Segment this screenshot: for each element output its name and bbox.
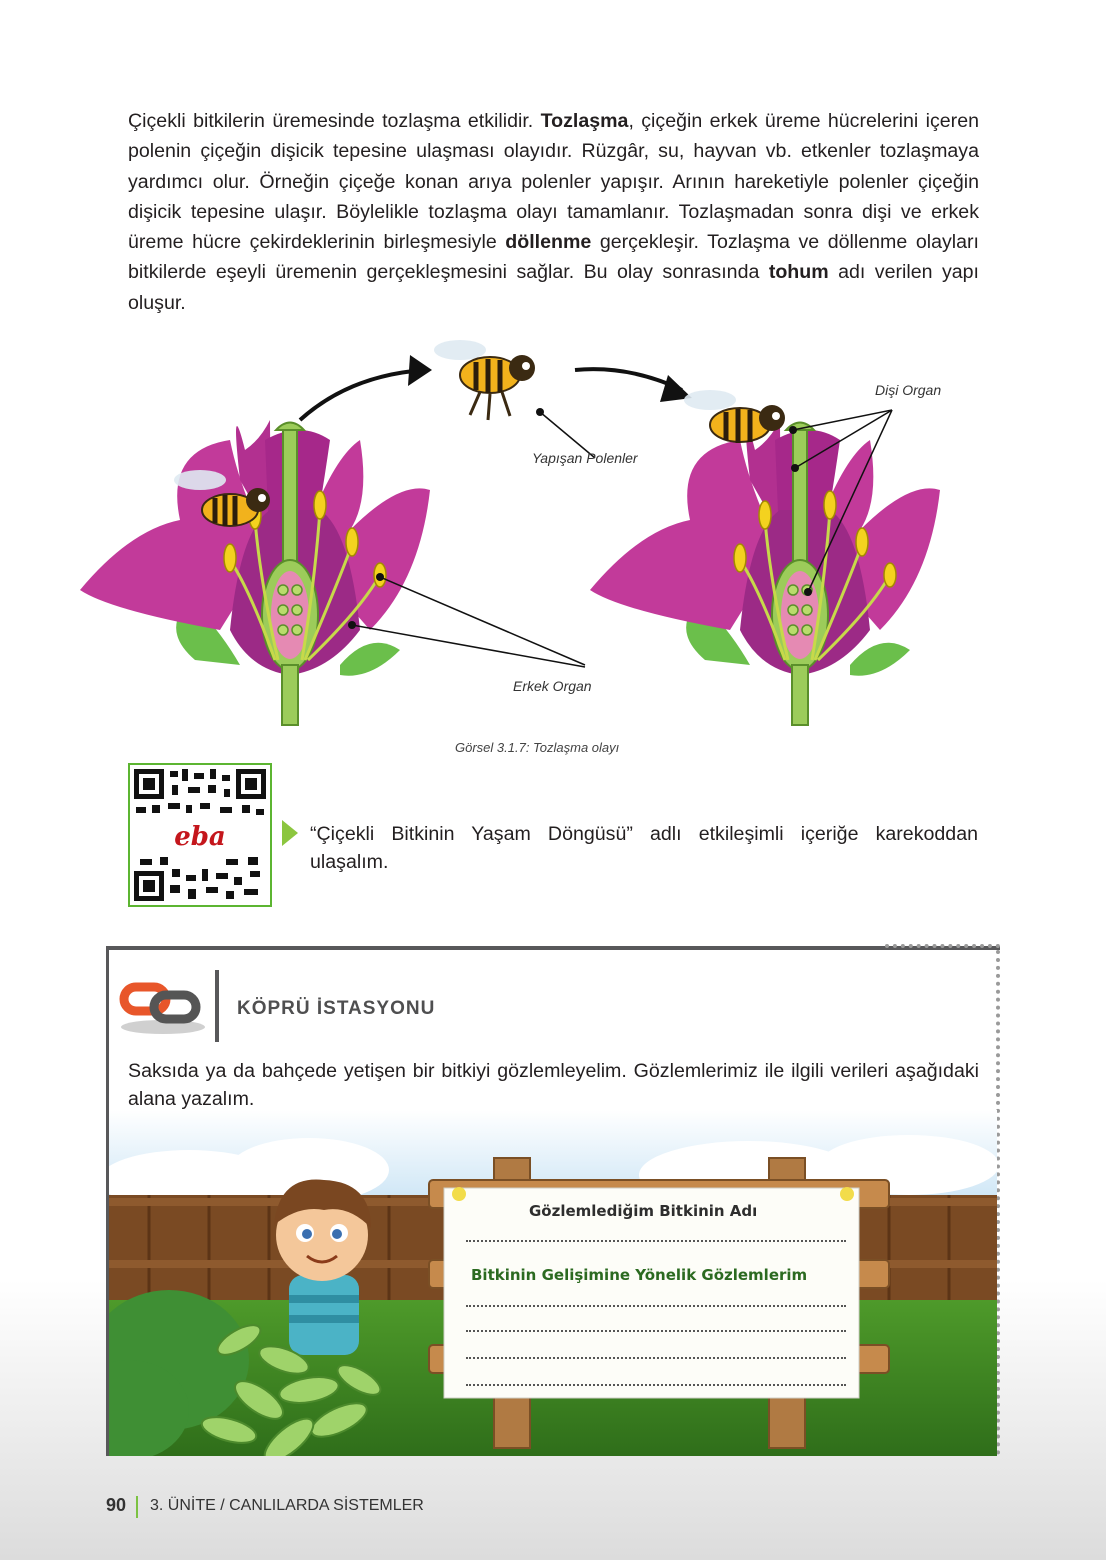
board-subtitle: Bitkinin Gelişimine Yönelik Gözlemlerim bbox=[471, 1266, 808, 1284]
figure-caption: Görsel 3.1.7: Tozlaşma olayı bbox=[455, 740, 620, 755]
bee-flying bbox=[434, 340, 535, 420]
qr-description: “Çiçekli Bitkinin Yaşam Döngüsü” adlı etkileşimli içeriğe karekoddan ulaşalım. bbox=[310, 823, 978, 873]
term-tozlasma: Tozlaşma bbox=[540, 110, 629, 132]
answer-line-observation-4[interactable] bbox=[466, 1384, 846, 1386]
answer-line-observation-3[interactable] bbox=[466, 1357, 846, 1359]
flower-left bbox=[80, 420, 430, 725]
pollination-figure bbox=[70, 330, 1050, 750]
station-instructions: Saksıda ya da bahçede yetişen bir bitkiyi gözlemleyelim. Gözlemlerimiz ile ilgili verileri aşağıdaki alana yazalım. bbox=[128, 1060, 979, 1110]
bee-right bbox=[684, 390, 785, 443]
label-male-organ: Erkek Organ bbox=[513, 678, 592, 694]
term-tohum: tohum bbox=[768, 261, 829, 284]
garden-scene bbox=[109, 1110, 997, 1456]
text-run: Çiçekli bitkilerin üremesinde tozlaşma etkilidir. bbox=[128, 110, 541, 132]
arrow-left bbox=[300, 370, 425, 420]
intro-paragraph bbox=[128, 106, 979, 318]
station-title: KÖPRÜ İSTASYONU bbox=[237, 998, 436, 1019]
answer-line-observation-2[interactable] bbox=[466, 1330, 846, 1332]
arrow-left-head bbox=[408, 355, 432, 386]
flower-right bbox=[590, 390, 940, 725]
footer-divider bbox=[136, 1496, 138, 1518]
answer-line-observation-1[interactable] bbox=[466, 1305, 846, 1307]
qr-code[interactable] bbox=[128, 763, 272, 907]
text-run: gerçekleşir. Tozlaşma ve döllenme olayları bitkilerde eşeyli üremenin gerçekleşmesini sağlar. Bu olay sonrasında bbox=[128, 231, 979, 284]
text-run: , çiçeğin erkek üreme hücrelerini içeren polenin çiçeğin dişicik tepesine ulaşması olayıdır. Rüzgâr, su, hayvan vb. etkenler tozlaşmaya yardımcı olur. Örneğin çiçeğe konan arıya polenler yapışır. Arının hareketiyle polenler çiçeğin dişicik tepesine ulaşır. Böylelikle tozlaşma olayı tamamlanır. Tozlaşmadan sonra dişi ve erkek üreme hücre çekirdeklerinin birleşmesiyle bbox=[128, 110, 979, 254]
pointer-arrow-icon bbox=[282, 820, 298, 846]
label-attached-pollen: Yapışan Polenler bbox=[532, 450, 638, 466]
text-run: adı verilen yapı oluşur. bbox=[128, 261, 979, 314]
eba-logo: eba bbox=[174, 822, 226, 852]
qr-pattern bbox=[130, 765, 270, 905]
answer-line-plant-name[interactable] bbox=[466, 1240, 846, 1242]
box-dotted-border-top bbox=[885, 944, 1000, 948]
unit-title: 3. ÜNİTE / CANLILARDA SİSTEMLER bbox=[150, 1497, 424, 1514]
label-female-organ: Dişi Organ bbox=[875, 382, 942, 398]
title-divider bbox=[215, 970, 219, 1042]
page-number: 90 bbox=[106, 1495, 127, 1515]
chain-link-icon bbox=[118, 975, 208, 1037]
term-dollenme: döllenme bbox=[505, 231, 592, 254]
board-title: Gözlemlediğim Bitkinin Adı bbox=[529, 1202, 758, 1220]
